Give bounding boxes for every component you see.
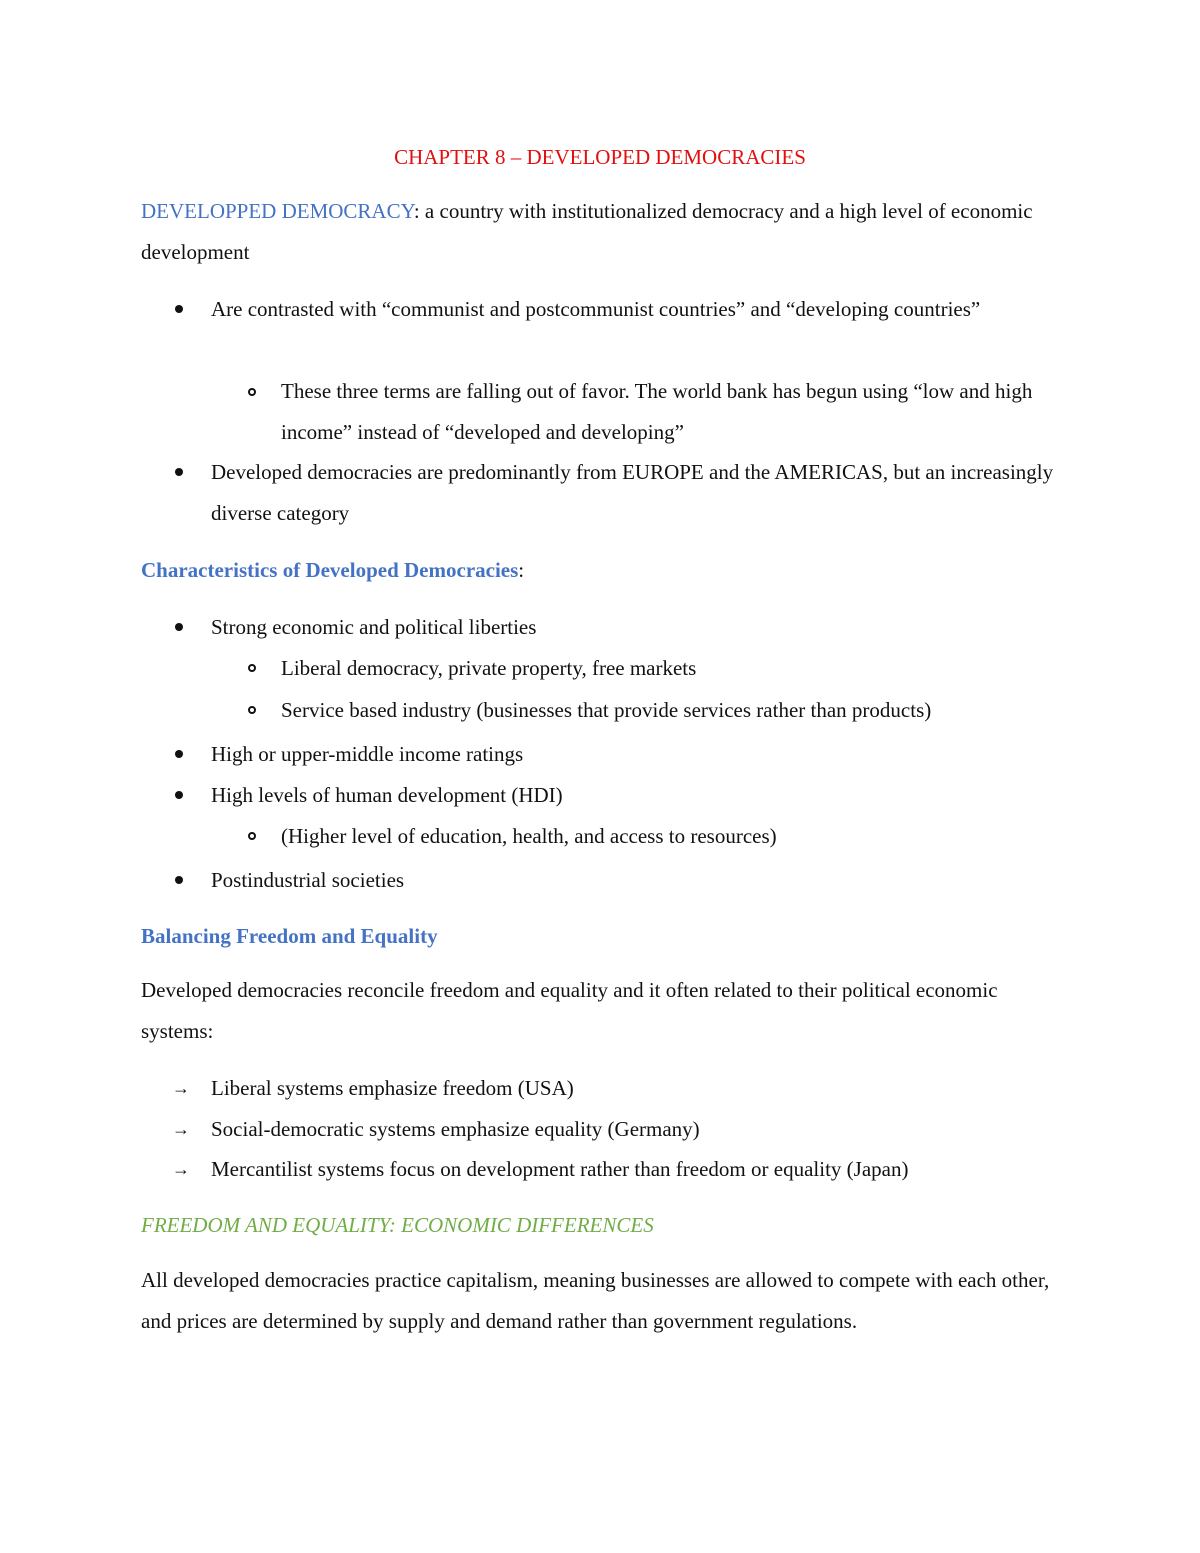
bullet-circle-icon xyxy=(248,388,256,396)
balancing-item-mercantilist: Mercantilist systems focus on development rather than freedom or equality (Japan) xyxy=(211,1157,909,1181)
char-subitem-service: Service based industry (businesses that provide services rather than products) xyxy=(281,698,932,722)
bullet-circle-icon xyxy=(248,706,256,714)
bullet-dot-icon xyxy=(175,876,183,884)
intro-item-contrasted: Are contrasted with “communist and postcommunist countries” and “developing countries” xyxy=(211,297,981,321)
intro-subitem-terms: These three terms are falling out of favor. The world bank has begun using “low and high income” instead of “developed and developing” xyxy=(281,379,1033,444)
balancing-item-liberal: Liberal systems emphasize freedom (USA) xyxy=(211,1076,574,1100)
char-item-hdi: High levels of human development (HDI) xyxy=(211,783,563,807)
arrow-right-icon: → xyxy=(172,1119,190,1139)
bullet-circle-icon xyxy=(248,664,256,672)
definition-paragraph xyxy=(141,191,1071,273)
balancing-paragraph: Developed democracies reconcile freedom and equality and it often related to their political economic systems: xyxy=(141,978,998,1043)
bullet-dot-icon xyxy=(175,623,183,631)
characteristics-heading-text: Characteristics of Developed Democracies xyxy=(141,558,519,582)
bullet-dot-icon xyxy=(175,468,183,476)
char-subitem-education: (Higher level of education, health, and access to resources) xyxy=(281,824,777,848)
definition-term: DEVELOPPED DEMOCRACY xyxy=(141,199,414,223)
economic-paragraph: All developed democracies practice capitalism, meaning businesses are allowed to compete with each other, and prices are determined by supply and demand rather than government regulations. xyxy=(141,1268,1050,1333)
char-item-postindustrial: Postindustrial societies xyxy=(211,868,405,892)
char-subitem-liberal: Liberal democracy, private property, free markets xyxy=(281,656,697,680)
economic-heading: FREEDOM AND EQUALITY: ECONOMIC DIFFERENCES xyxy=(141,1213,654,1237)
characteristics-heading-colon: : xyxy=(518,558,525,582)
balancing-item-social: Social-democratic systems emphasize equality (Germany) xyxy=(211,1117,700,1141)
arrow-right-icon: → xyxy=(172,1159,190,1179)
balancing-heading: Balancing Freedom and Equality xyxy=(141,924,438,948)
bullet-dot-icon xyxy=(175,305,183,313)
char-item-income: High or upper-middle income ratings xyxy=(211,742,524,766)
intro-item-regions: Developed democracies are predominantly from EUROPE and the AMERICAS, but an increasingly diverse category xyxy=(211,460,1054,525)
arrow-right-icon: → xyxy=(172,1078,190,1098)
bullet-dot-icon xyxy=(175,750,183,758)
characteristics-heading xyxy=(141,558,524,582)
chapter-title: CHAPTER 8 – DEVELOPED DEMOCRACIES xyxy=(394,145,806,169)
bullet-circle-icon xyxy=(248,832,256,840)
definition-text: : a country with institutionalized democracy and a high level of economic development xyxy=(141,199,1033,264)
bullet-dot-icon xyxy=(175,791,183,799)
char-item-liberties: Strong economic and political liberties xyxy=(211,615,537,639)
